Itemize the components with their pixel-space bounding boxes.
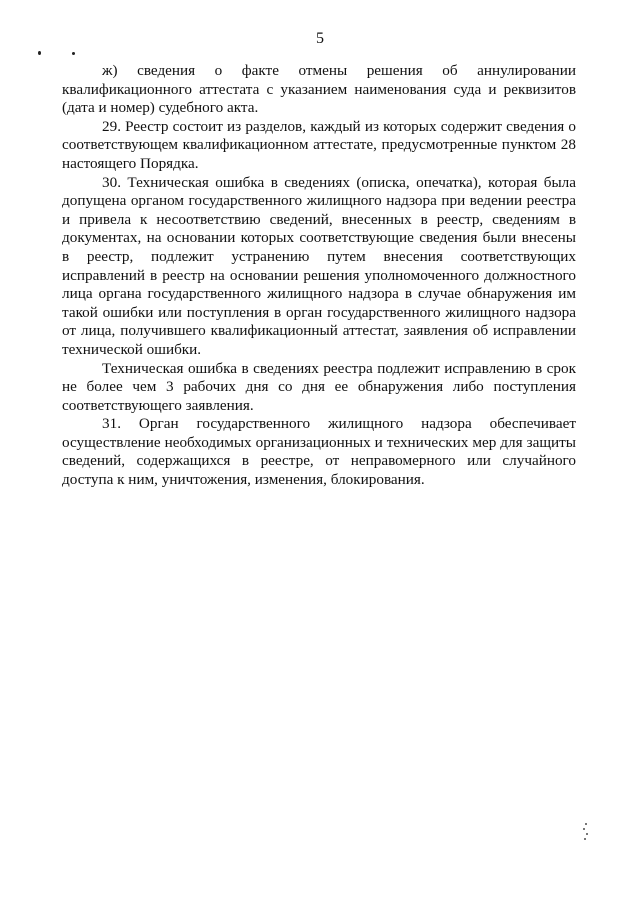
paragraph-30-continuation: Техническая ошибка в сведениях реестра подлежит исправлению в срок не более чем 3 рабочих дня со дня ее обнаружения либо поступления соответствующего заявления. [62,359,576,414]
paragraph-item-zh: ж) сведения о факте отмены решения об аннулировании квалификационного аттестата с указанием наименования суда и реквизитов (дата и номер) судебного акта. [62,62,576,117]
document-body [62,62,576,490]
scan-specks [583,823,589,841]
paragraph-30: 30. Техническая ошибка в сведениях (описка, опечатка), которая была допущена органом государственного жилищного надзора при ведении реестра и привела к несоответствию сведений, внесенных в реестр, сведениям в документах, на основании которых соответствующие сведения были внесены в реестр, подлежит устранению путем внесения соответствующих исправлений в реестр на основании решения уполномоченного должностного лица органа государственного жилищного надзора в случае обнаружения им такой ошибки или поступления в орган государственного жилищного надзора от лица, получившего квалификационный аттестат, заявления об исправлении технической ошибки. [62,173,576,358]
paragraph-31: 31. Орган государственного жилищного надзора обеспечивает осуществление необходимых организационных и технических мер для защиты сведений, содержащихся в реестре, от неправомерного или случайного доступа к ним, уничтожения, изменения, блокирования. [62,415,576,489]
scan-mark [72,52,75,55]
paragraph-29: 29. Реестр состоит из разделов, каждый из которых содержит сведения о соответствующем квалификационном аттестате, предусмотренные пунктом 28 настоящего Порядка. [62,117,576,172]
scan-mark [38,51,41,55]
page-number: 5 [316,30,324,47]
